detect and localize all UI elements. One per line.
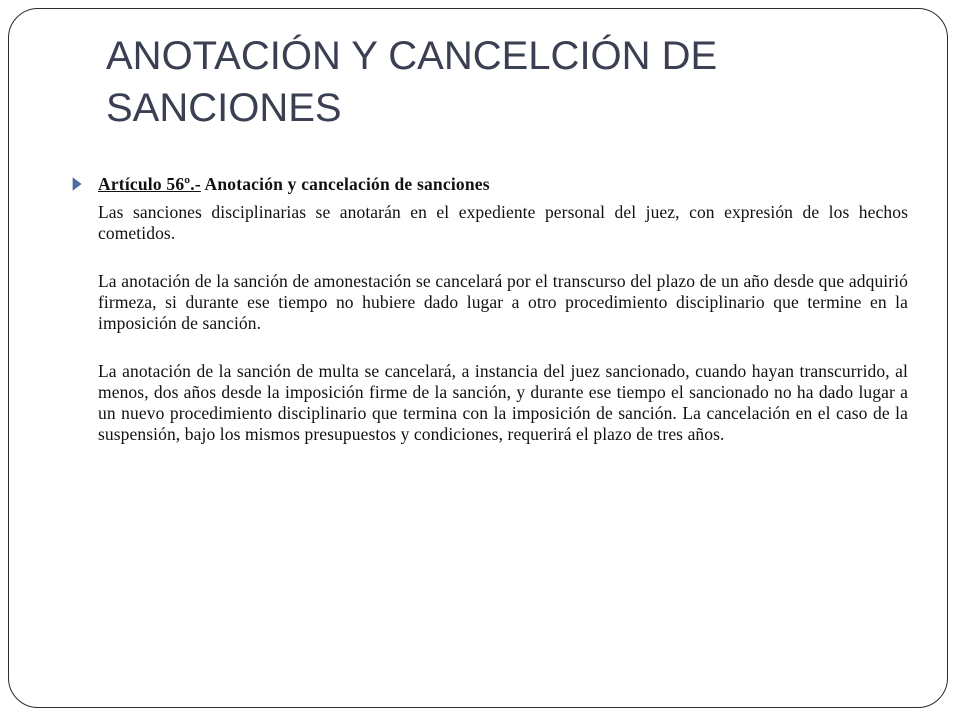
slide-content <box>72 172 908 445</box>
article-heading <box>98 172 490 196</box>
slide-title: ANOTACIÓN Y CANCELCIÓN DE SANCIONES <box>106 34 718 130</box>
triangle-bullet-icon <box>72 172 98 191</box>
paragraph-2: La anotación de la sanción de amonestación se cancelará por el transcurso del plazo de un año desde que adquirió firmeza, si durante ese tiempo no hubiere dado lugar a otro procedimiento disciplinario que termine en la imposición de sanción. <box>98 271 908 333</box>
paragraph-1: Las sanciones disciplinarias se anotarán en el expediente personal del juez, con expresión de los hechos cometidos. <box>98 202 908 243</box>
bullet-row <box>72 172 908 196</box>
article-title: Anotación y cancelación de sanciones <box>200 174 490 194</box>
article-number: Artículo 56º.- <box>98 174 201 194</box>
paragraph-3: La anotación de la sanción de multa se cancelará, a instancia del juez sancionado, cuando hayan transcurrido, al menos, dos años desde la imposición firme de la sanción, y durante ese tiempo el sancionado no ha dado lugar a un nuevo procedimiento disciplinario que termina con la imposición de sanción. La cancelación en el caso de la suspensión, bajo los mismos presupuestos y condiciones, requerirá el plazo de tres años. <box>98 361 908 444</box>
